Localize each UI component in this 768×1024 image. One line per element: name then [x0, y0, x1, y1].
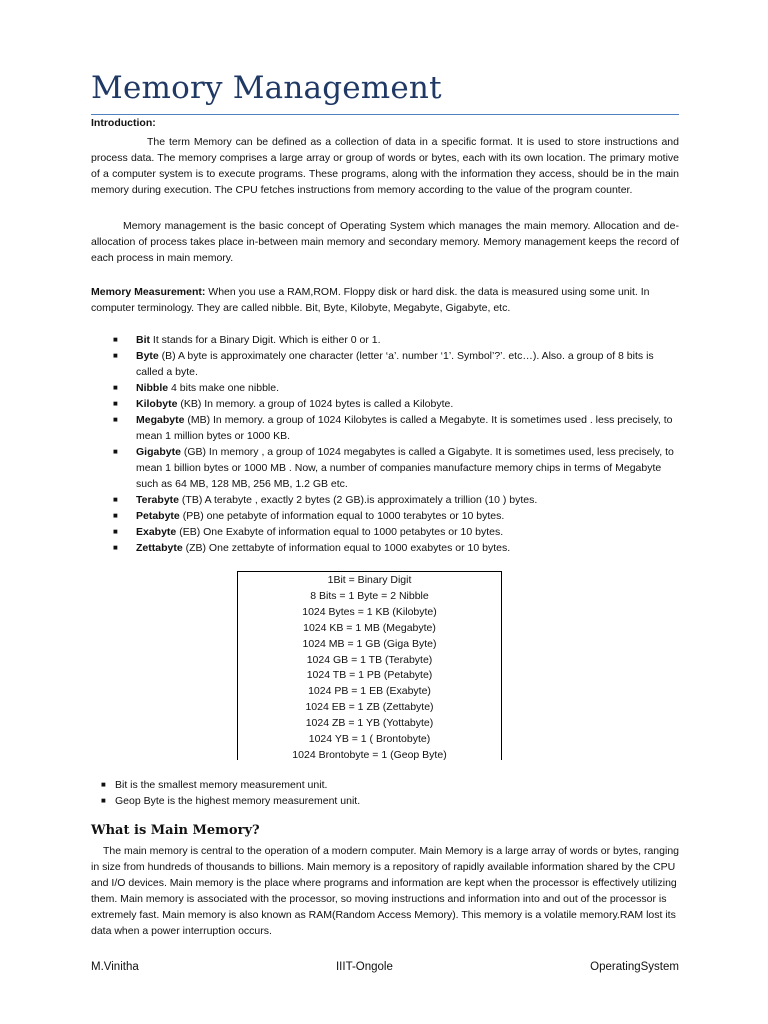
unit-desc: (MB) In memory. a group of 1024 Kilobytes is called a Megabyte. It is sometimes used . less precisely, to mean 1 million bytes or 1000 KB. — [136, 414, 673, 442]
unit-desc: (GB) In memory , a group of 1024 megabytes is called a Gigabyte. It is sometimes used, less precisely, to mean 1 billion bytes or 1000 MB . Now, a number of companies manufacture memory chips in terms of Megabyte such as 64 MB, 128 MB, 256 MB, 1.2 GB etc. — [136, 446, 674, 490]
square-bullet-icon: ■ — [113, 399, 118, 408]
conversion-line: 1024 GB = 1 TB (Terabyte) — [306, 653, 433, 666]
footer-subject: OperatingSystem — [590, 961, 679, 973]
unit-term: Megabyte — [136, 414, 185, 426]
conversion-line: 1024 KB = 1 MB (Megabyte) — [303, 621, 436, 634]
list-item — [109, 348, 679, 380]
square-bullet-icon: ■ — [113, 527, 118, 536]
introduction-paragraph-1: The term Memory can be defined as a collection of data in a specific format. It is used to store instructions and process data. The memory comprises a large array or group of words or bytes, each with its own location. The primary motive of a computer system is to execute programs. These programs, along with the information they access, should be in the main memory during execution. The CPU fetches instructions from memory according to the value of the program counter. — [91, 136, 679, 196]
square-bullet-icon: ■ — [113, 335, 118, 344]
conversion-line: 1024 Bytes = 1 KB (Kilobyte) — [302, 605, 437, 618]
conversion-line: 8 Bits = 1 Byte = 2 Nibble — [310, 589, 429, 602]
square-bullet-icon: ■ — [113, 511, 118, 520]
conversion-line: 1Bit = Binary Digit — [327, 574, 412, 586]
footer-author: M.Vinitha — [91, 961, 139, 973]
list-item — [109, 524, 679, 540]
footer-institute: IIIT-Ongole — [335, 961, 393, 973]
square-bullet-icon: ■ — [113, 351, 118, 360]
unit-term: Nibble — [136, 382, 169, 394]
notes-list — [101, 777, 679, 809]
unit-term: Exabyte — [136, 526, 177, 538]
conversion-line: 1024 MB = 1 GB (Giga Byte) — [302, 637, 437, 650]
unit-term: Kilobyte — [136, 398, 178, 410]
memory-measurement-label: Memory Measurement: — [91, 286, 206, 298]
main-memory-paragraph: The main memory is central to the operation of a modern computer. Main Memory is a large array of words or bytes, ranging in size from hundreds of thousands to billions. Main memory is a repository of rapidly available information shared by the CPU and I/O devices. Main memory is the place where programs and information are kept when the processor is effectively utilizing them. Main memory is associated with the processor, so moving instructions and information into and out of the processor is extremely fast. Main memory is also known as RAM(Random Access Memory). This memory is a volatile memory.RAM lost its data when a power interruption occurs. — [91, 845, 680, 937]
note-text: Geop Byte is the highest memory measurement unit. — [115, 795, 361, 807]
list-item — [109, 412, 679, 444]
square-bullet-icon: ■ — [101, 796, 106, 805]
square-bullet-icon: ■ — [113, 495, 118, 504]
square-bullet-icon: ■ — [113, 543, 118, 552]
unit-desc: (ZB) One zettabyte of information equal to 1000 exabytes or 10 bytes. — [182, 542, 511, 554]
page-footer — [91, 961, 679, 973]
introduction-paragraph-2: Memory management is the basic concept of Operating System which manages the main memory. Allocation and de-allocation of process takes place in-between main memory and secondary memory. Memory management keeps the record of each process in main memory. — [91, 220, 679, 264]
list-item — [101, 793, 679, 809]
square-bullet-icon: ■ — [113, 383, 118, 392]
conversion-line: 1024 ZB = 1 YB (Yottabyte) — [305, 717, 434, 730]
square-bullet-icon: ■ — [113, 447, 118, 456]
list-item — [109, 508, 679, 524]
unit-term: Terabyte — [136, 494, 179, 506]
list-item — [109, 540, 679, 556]
list-item — [101, 777, 679, 793]
conversion-line: 1024 TB = 1 PB (Petabyte) — [306, 669, 433, 682]
memory-units-list — [109, 332, 679, 556]
unit-desc: (EB) One Exabyte of information equal to 1000 petabytes or 10 bytes. — [176, 526, 504, 538]
list-item — [109, 396, 679, 412]
unit-term: Byte — [136, 350, 159, 362]
unit-desc: (PB) one petabyte of information equal to 1000 terabytes or 10 bytes. — [179, 510, 505, 522]
unit-desc: 4 bits make one nibble. — [168, 382, 279, 394]
unit-desc: (KB) In memory. a group of 1024 bytes is called a Kilobyte. — [177, 398, 454, 410]
title-underline — [91, 114, 679, 115]
square-bullet-icon: ■ — [113, 415, 118, 424]
unit-desc: (TB) A terabyte , exactly 2 bytes (2 GB).is approximately a trillion (10 ) bytes. — [179, 494, 538, 506]
unit-term: Zettabyte — [136, 542, 183, 554]
note-text: Bit is the smallest memory measurement unit. — [115, 779, 328, 791]
conversion-line: 1024 EB = 1 ZB (Zettabyte) — [305, 701, 434, 714]
square-bullet-icon: ■ — [101, 780, 106, 789]
unit-term: Gigabyte — [136, 446, 181, 458]
main-memory-heading: What is Main Memory? — [91, 823, 260, 838]
unit-conversion-box — [237, 571, 502, 760]
conversion-line: 1024 Brontobyte = 1 (Geop Byte) — [292, 748, 447, 761]
unit-term: Bit — [136, 334, 150, 346]
introduction-heading: Introduction: — [91, 117, 156, 129]
memory-measurement-text: When you use a RAM,ROM. Floppy disk or hard disk. the data is measured using some unit. In computer terminology. They are called nibble. Bit, Byte, Kilobyte, Megabyte, Gigabyte, etc. — [91, 286, 650, 314]
list-item — [109, 380, 679, 396]
unit-desc: (B) A byte is approximately one character (letter ‘a’. number ‘1’. Symbol’?’. etc…). Also. a group of 8 bits is called a byte. — [136, 350, 654, 378]
page-title: Memory Management — [91, 70, 442, 106]
list-item — [109, 492, 679, 508]
list-item — [109, 332, 679, 348]
unit-term: Petabyte — [136, 510, 180, 522]
conversion-line: 1024 PB = 1 EB (Exabyte) — [308, 685, 431, 698]
memory-measurement-paragraph — [91, 284, 679, 316]
list-item — [109, 444, 679, 492]
conversion-line: 1024 YB = 1 ( Brontobyte) — [308, 733, 431, 746]
unit-desc: It stands for a Binary Digit. Which is either 0 or 1. — [150, 334, 381, 346]
